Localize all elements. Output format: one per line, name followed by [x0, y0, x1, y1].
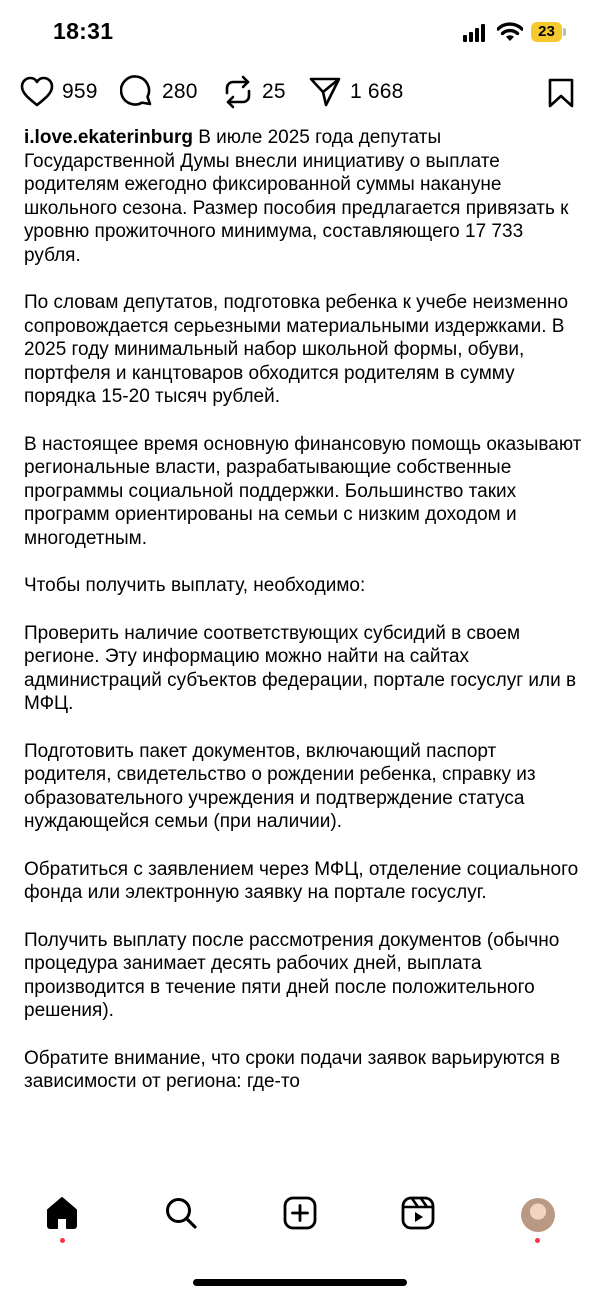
caption-paragraph: i.love.ekaterinburg В июле 2025 года депутаты Государственной Думы внесли инициативу о выплате родителям ежегодно фиксированной суммы накануне школьного сезона. Размер пособия предлагается привязать к уровню прожиточного минимума, составляющего 17 733 рубля. [24, 127, 569, 266]
wifi-icon [497, 22, 523, 42]
caption-paragraph: По словам депутатов, подготовка ребенка к учебе неизменно сопровождается серьезными материальными издержками. В 2025 году минимальный набор школьной формы, обуви, портфеля и канцтоваров обходится родителям в сумму порядка 15-20 тысяч рублей. [24, 292, 569, 407]
caption-paragraph: Проверить наличие соответствующих субсидий в своем регионе. Эту информацию можно найти на сайтах администраций субъектов федерации, портале госуслуг или в МФЦ. [24, 622, 577, 714]
repost-icon [222, 75, 254, 109]
username-link[interactable]: i.love.ekaterinburg [24, 127, 193, 148]
tab-search[interactable] [156, 1190, 206, 1240]
plus-square-icon [283, 1196, 317, 1235]
post-caption [24, 126, 584, 1176]
profile-notification-dot [535, 1238, 540, 1243]
caption-paragraph: Чтобы получить выплату, необходимо: [24, 575, 366, 596]
reposts-count: 25 [262, 80, 286, 103]
caption-paragraph: Обратиться с заявлением через МФЦ, отделение социального фонда или электронную заявку на портале госуслуг. [24, 858, 579, 903]
comment-icon [120, 75, 154, 109]
search-icon [164, 1196, 198, 1235]
caption-paragraph: Подготовить пакет документов, включающий паспорт родителя, свидетельство о рождении ребенка, справку из образовательного учреждения и подтверждение статуса нуждающейся семьи (при наличии). [24, 740, 536, 832]
post-action-bar [0, 68, 600, 116]
avatar [521, 1198, 555, 1232]
battery-level: 23 [538, 23, 555, 40]
heart-icon [20, 76, 54, 108]
shares-count: 1 668 [350, 80, 404, 103]
comments-count: 280 [162, 80, 198, 103]
comment-button[interactable] [120, 68, 198, 116]
home-icon [45, 1196, 79, 1235]
caption-paragraph: Обратите внимание, что сроки подачи заявок варьируются в зависимости от региона: где-то [24, 1047, 561, 1092]
bookmark-button[interactable] [548, 78, 574, 113]
tab-profile[interactable] [513, 1190, 563, 1240]
share-button[interactable] [308, 68, 404, 116]
home-indicator[interactable] [193, 1279, 407, 1286]
status-bar [0, 0, 600, 64]
reels-icon [401, 1196, 435, 1235]
caption-paragraph: Получить выплату после рассмотрения документов (обычно процедура занимает десять рабочих дней, выплата производится в течение пяти дней после положительного решения). [24, 929, 560, 1021]
repost-button[interactable] [222, 68, 286, 116]
signal-icon [463, 24, 489, 42]
send-icon [308, 75, 342, 109]
tab-reels[interactable] [393, 1190, 443, 1240]
likes-count: 959 [62, 80, 98, 103]
battery-icon [531, 22, 565, 42]
bookmark-icon [548, 95, 574, 112]
status-time: 18:31 [53, 18, 114, 44]
caption-paragraph: В настоящее время основную финансовую помощь оказывают региональные власти, разрабатывающие собственные программы социальной поддержки. Большинство таких программ ориентированы на семьи с низким доходом и многодетным. [24, 433, 582, 549]
like-button[interactable] [20, 68, 98, 116]
home-notification-dot [60, 1238, 65, 1243]
tab-create[interactable] [275, 1190, 325, 1240]
tab-home[interactable] [37, 1190, 87, 1240]
